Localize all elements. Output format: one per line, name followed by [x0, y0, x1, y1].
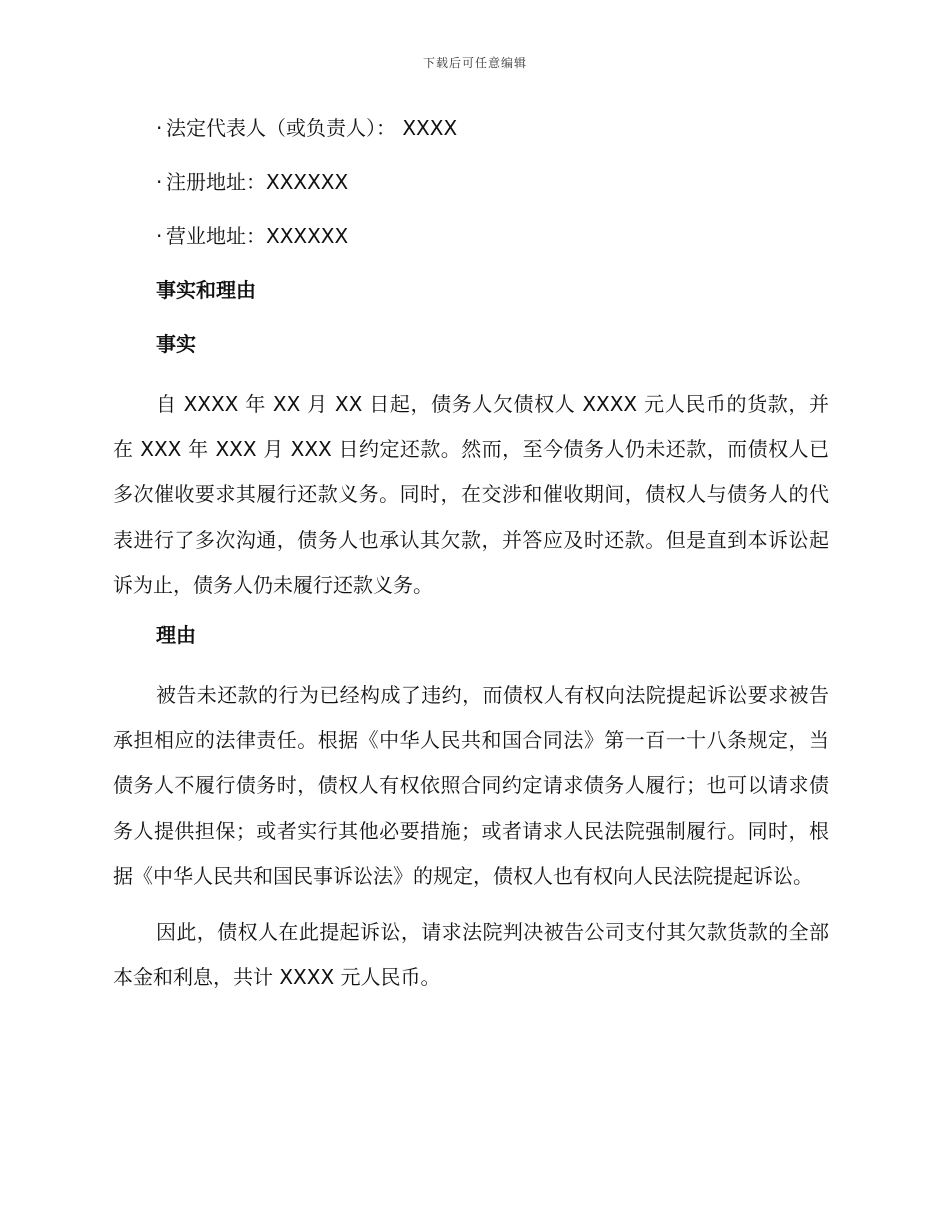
business-address-line: [113, 220, 829, 252]
bullet-dot-icon: ·: [156, 116, 163, 140]
business-address-text: 营业地址：XXXXXX: [166, 224, 349, 248]
legal-representative-line: [113, 112, 829, 144]
facts-heading: 事实: [156, 332, 196, 356]
reasons-heading: 理由: [156, 623, 196, 648]
bullet-dot-icon: ·: [156, 224, 163, 248]
conclusion-paragraph: 因此，债权人在此提起诉讼，请求法院判决被告公司支付其欠款货款的全部本金和利息，共计 XXXX 元人民币。: [113, 920, 829, 990]
document-body: [113, 112, 829, 1011]
page-header-note: 下载后可任意编辑: [422, 56, 527, 70]
registered-address-line: [113, 166, 829, 198]
reasons-paragraph: 被告未还款的行为已经构成了违约，而债权人有权向法院提起诉讼要求被告承担相应的法律责任。根据《中华人民共和国合同法》第一百一十八条规定，当债务人不履行债务时，债权人有权依照合同约定请求债务人履行；也可以请求债务人提供担保；或者实行其他必要措施；或者请求人民法院强制履行。同时，根据《中华人民共和国民事诉讼法》的规定，债权人也有权向人民法院提起诉讼。: [113, 683, 829, 888]
facts-and-reasons-heading: 事实和理由: [156, 278, 256, 302]
bullet-dot-icon: ·: [156, 170, 163, 194]
registered-address-text: 注册地址：XXXXXX: [166, 170, 349, 194]
facts-paragraph: 自 XXXX 年 XX 月 XX 日起，债务人欠债权人 XXXX 元人民币的货款，并在 XXX 年 XXX 月 XXX 日约定还款。然而，至今债务人仍未还款，而债权人已多次催收要求其履行还款义务。同时，在交涉和催收期间，债权人与债务人的代表进行了多次沟通，债务人也承认其欠款，并答应及时还款。但是直到本诉讼起诉为止，债务人仍未履行还款义务。: [113, 392, 829, 597]
legal-representative-text: 法定代表人（或负责人）： XXXX: [166, 116, 458, 140]
